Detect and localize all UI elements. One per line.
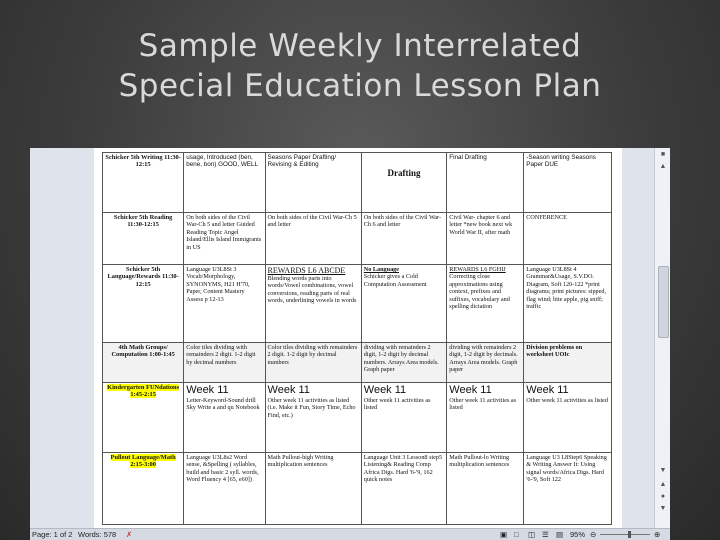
table-cell: Division problems on worksheet UOIc <box>524 343 612 383</box>
outline-icon[interactable]: ☰ <box>542 530 549 539</box>
cell-text: Correcting close approximations using context, prefixes and suffixes, vocabulary and spelling dictation <box>449 273 510 311</box>
table-row <box>103 265 612 343</box>
lesson-plan-table <box>102 152 612 525</box>
week-label: Week 11 <box>186 384 229 396</box>
table-cell: Final Drafting <box>447 153 524 213</box>
status-bar <box>30 528 670 540</box>
cell-text: Blending words parts into words/Vowel combinations, vowel conversions, reading parts of real words, underlining vowels in words <box>267 275 357 305</box>
previous-page-icon[interactable]: ▲ <box>659 481 667 488</box>
drafting-label: Drafting <box>387 168 421 178</box>
cell-text: Other week 11 activities as listed <box>449 397 517 412</box>
row-label: 4th Math Groups/ Computation 1:00-1:45 <box>103 343 184 383</box>
document-page[interactable] <box>94 148 622 528</box>
table-cell <box>524 383 612 453</box>
table-row <box>103 453 612 525</box>
table-cell: Language U3L8s2 Word sense, &Spelling ( syllables, build and basic 2 syll. words, Word Fluency 4 [65, e60]) <box>184 453 265 525</box>
browse-object-icon[interactable]: ● <box>660 493 666 500</box>
scroll-down-icon[interactable]: ▼ <box>659 467 667 474</box>
full-screen-icon[interactable]: □ <box>514 530 519 539</box>
row-label-text: Kindergarten FUNdations 1:45-2:15 <box>107 384 180 399</box>
row-label <box>103 453 184 525</box>
table-cell <box>184 383 265 453</box>
draft-icon[interactable]: ▤ <box>556 530 564 539</box>
table-cell: Language U3 L8Step6 Speaking & Writing Answer It: Using signal words/Africa Digs. Hard '6-'9, Soft 122 <box>524 453 612 525</box>
page-count[interactable]: Page: 1 of 2 <box>32 530 73 539</box>
slide-title <box>0 26 720 106</box>
scrollbar-thumb[interactable] <box>658 266 669 338</box>
zoom-slider-knob[interactable] <box>628 531 631 538</box>
proofing-icon[interactable]: ✗ <box>126 530 133 539</box>
print-layout-icon[interactable]: ▣ <box>500 530 508 539</box>
table-cell: On both sides of the Civil War-Ch 5 and letter <box>265 213 361 265</box>
cell-text: Other week 11 activities as listed <box>363 397 431 412</box>
slide-title-line-2: Special Education Lesson Plan <box>118 68 602 104</box>
table-cell: CONFERENCE <box>524 213 612 265</box>
web-layout-icon[interactable]: ◫ <box>528 530 536 539</box>
vertical-scrollbar[interactable] <box>654 148 670 528</box>
word-document-window <box>30 148 670 540</box>
document-area[interactable] <box>30 148 654 528</box>
table-cell: dividing with remainders 2 digit, 1-2 digit by decimals. Arrays Area models. Graph paper <box>447 343 524 383</box>
table-cell: Seasons Paper Drafting/ Revising & Editing <box>265 153 361 213</box>
table-cell <box>361 265 447 343</box>
slide-title-line-1: Sample Weekly Interrelated <box>138 28 582 64</box>
table-cell: On both sides of the Civil War-Ch 5 and letter Guided Reading Topic Angel Island/Ellis Island Immigrants in US <box>184 213 265 265</box>
week-label: Week 11 <box>526 384 569 396</box>
table-cell: Color tiles dividing with remainders 2 digit. 1-2 digit by decimal numbers <box>265 343 361 383</box>
cell-heading: REWARDS L6 ABCDE <box>267 266 346 275</box>
table-cell <box>361 153 447 213</box>
zoom-in-icon[interactable]: ⊕ <box>654 530 661 539</box>
table-cell: dividing with remainders 2 digit, 1-2 digit by decimal numbers. Arrays Area models. Graph paper <box>361 343 447 383</box>
table-cell <box>265 265 361 343</box>
row-label-text: Pullout Language/Math 2:15-3:00 <box>110 454 176 469</box>
row-label: Schicker 5th Reading 11:30-12:15 <box>103 213 184 265</box>
ruler-toggle-icon[interactable]: ■ <box>660 151 666 158</box>
zoom-slider-track[interactable] <box>600 534 650 535</box>
table-cell: Math Pullout-lo Writing multiplication sentences <box>447 453 524 525</box>
table-row <box>103 383 612 453</box>
table-row <box>103 343 612 383</box>
next-page-icon[interactable]: ▼ <box>659 505 667 512</box>
cell-heading: No Language <box>363 266 400 273</box>
table-cell: Language U3L8St 4 Grammar&Usage, S.V.DO. Diagram, Soft 120-122 *print diagrams; print pictures: sipped, flag wind; bite apple, pig sniff; traffic <box>524 265 612 343</box>
table-cell: Color tiles dividing with remainders 2 digit. 1-2 digit by decimal numbers <box>184 343 265 383</box>
cell-text: Other week 11 activities as listed <box>526 397 609 404</box>
table-cell: usage, Introduced (ben, bene, bon) GOOD, WELL <box>184 153 265 213</box>
table-cell: On both sides of the Civil War-Ch 6 and letter <box>361 213 447 265</box>
table-row <box>103 153 612 213</box>
table-cell: Math Pullout-high Writing multiplication sentences <box>265 453 361 525</box>
row-label <box>103 383 184 453</box>
table-cell <box>447 265 524 343</box>
zoom-level[interactable]: 95% <box>570 530 586 539</box>
table-cell <box>265 383 361 453</box>
week-label: Week 11 <box>267 384 310 396</box>
row-label: Schicker 5th Language/Rewards 11:30-12:15 <box>103 265 184 343</box>
scroll-up-icon[interactable]: ▲ <box>659 163 667 170</box>
row-label: Schicker 5th Writing 11:30-12:15 <box>103 153 184 213</box>
table-row <box>103 213 612 265</box>
cell-text: Schicker gives a Cold Computation Assessment <box>363 273 427 288</box>
table-cell: Civil War- chapter 6 and letter *new book next wk World War II, after math <box>447 213 524 265</box>
table-cell <box>447 383 524 453</box>
cell-heading: REWARDS L6 FGHIJ <box>449 266 506 273</box>
table-cell <box>361 383 447 453</box>
word-count[interactable]: Words: 578 <box>78 530 117 539</box>
cell-text: Letter-Keyword-Sound drill Sky Write a and qu Notebook <box>186 397 260 412</box>
zoom-out-icon[interactable]: ⊖ <box>590 530 597 539</box>
table-cell: Language Unit 3 Lesson8 step5 Listening& Reading Comp Africa Digs. Hard '6-'9, 162 quick notes <box>361 453 447 525</box>
cell-text: Other week 11 activities as listed (i.e. Make it Fun, Story Time, Echo Find, etc.) <box>267 397 356 419</box>
table-cell: -Season writing Seasons Paper DUE <box>524 153 612 213</box>
week-label: Week 11 <box>449 384 492 396</box>
week-label: Week 11 <box>363 384 407 396</box>
table-cell: Language U3L8St 3 Vocab/Morphology, SYNONYMS, H21 H'70, Paper, Content Mastery Assess p 12-13 <box>184 265 265 343</box>
